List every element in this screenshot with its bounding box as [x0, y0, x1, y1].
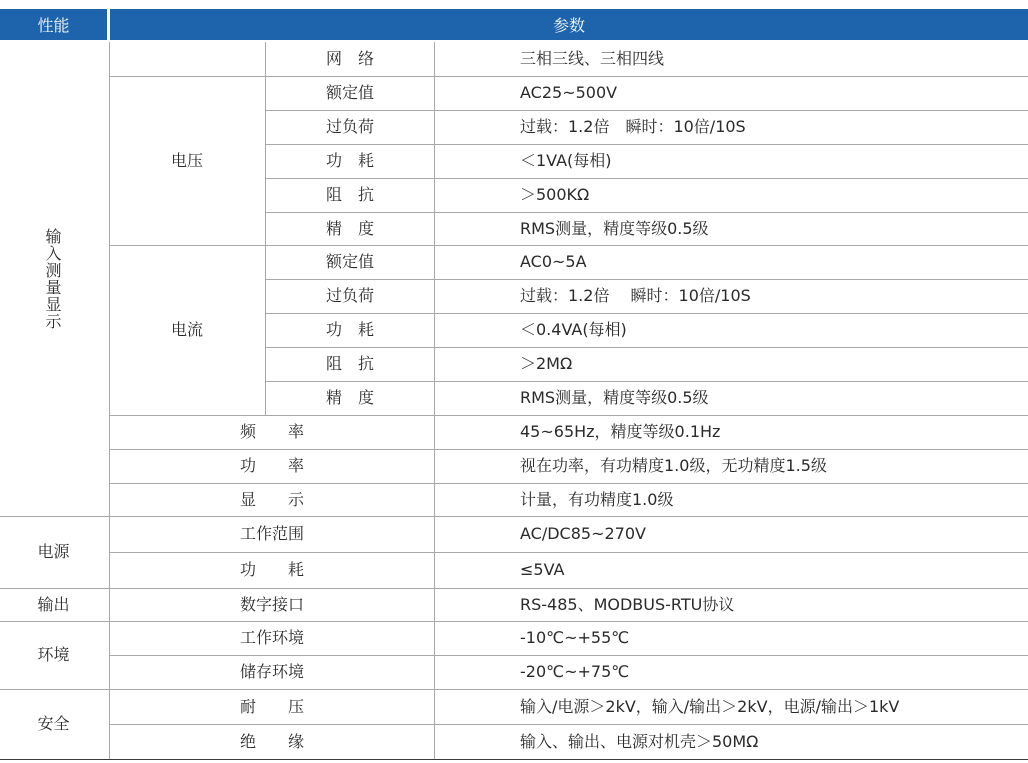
divider	[110, 245, 1028, 246]
value-current-rated: AC0~5A	[520, 252, 587, 271]
item-digital-interface: 数字接口	[239, 594, 304, 614]
divider	[110, 76, 1028, 77]
value-voltage-rated: AC25~500V	[520, 83, 618, 102]
value-network: 三相三线、三相四线	[520, 49, 665, 68]
item-working-range: 工作范围	[239, 524, 304, 543]
value-withstand-voltage: 输入/电源＞2kV，输入/输出＞2kV，电源/输出＞1kV	[520, 696, 900, 716]
vertical-label-char: 测	[45, 261, 62, 280]
item-voltage-consumption: 功 耗	[325, 151, 374, 170]
item-working-environment: 工作环境	[239, 628, 304, 647]
group-power-supply: 电源	[37, 542, 70, 561]
item-storage-environment: 储存环境	[239, 662, 304, 681]
header-parameters: 参数	[110, 9, 1028, 40]
vertical-label-char: 量	[45, 278, 62, 297]
value-storage-environment: -20℃~+75℃	[520, 662, 630, 681]
divider	[266, 313, 1028, 314]
item-voltage-rated: 额定值	[325, 83, 374, 102]
divider	[110, 483, 1028, 484]
header-performance: 性能	[0, 9, 107, 40]
divider	[266, 212, 1028, 213]
value-working-range: AC/DC85~270V	[520, 524, 646, 543]
divider	[265, 42, 266, 415]
item-current-overload: 过负荷	[325, 286, 374, 305]
divider	[266, 110, 1028, 111]
vertical-label-char: 入	[45, 244, 62, 263]
value-voltage-consumption: ＜1VA(每相)	[520, 151, 612, 170]
item-current-impedance: 阻 抗	[325, 354, 374, 373]
value-supply-consumption: ≤5VA	[520, 560, 565, 579]
item-power: 功 率	[239, 456, 304, 475]
value-current-impedance: ＞2MΩ	[520, 354, 573, 373]
value-current-accuracy: RMS测量，精度等级0.5级	[520, 388, 709, 407]
group-input-measure-display	[0, 42, 107, 516]
value-voltage-overload: 过载：1.2倍 瞬时：10倍/10S	[520, 117, 746, 136]
value-power: 视在功率，有功精度1.0级，无功精度1.5级	[520, 456, 827, 475]
divider	[266, 279, 1028, 280]
divider	[266, 144, 1028, 145]
divider	[266, 381, 1028, 382]
item-current-accuracy: 精 度	[325, 388, 374, 407]
value-display: 计量，有功精度1.0级	[520, 489, 674, 509]
item-withstand-voltage: 耐 压	[239, 696, 304, 716]
divider	[266, 178, 1028, 179]
item-current-rated: 额定值	[325, 252, 374, 271]
group-output: 输出	[37, 594, 70, 614]
table-bottom-border	[0, 759, 1028, 760]
divider	[0, 621, 1028, 622]
item-supply-consumption: 功 耗	[239, 560, 304, 579]
divider	[110, 724, 1028, 725]
vertical-label-char: 示	[45, 312, 62, 331]
divider	[110, 552, 1028, 553]
divider	[110, 655, 1028, 656]
group-current: 电流	[170, 320, 203, 339]
group-voltage: 电压	[170, 150, 203, 170]
item-voltage-overload: 过负荷	[325, 117, 374, 136]
divider	[266, 347, 1028, 348]
divider	[110, 415, 1028, 416]
value-voltage-impedance: ＞500KΩ	[520, 185, 590, 204]
item-voltage-accuracy: 精 度	[325, 218, 374, 238]
value-current-consumption: ＜0.4VA(每相)	[520, 320, 627, 339]
item-frequency: 频 率	[239, 422, 304, 441]
divider	[0, 588, 1028, 589]
vertical-label-char: 输	[45, 227, 62, 246]
value-voltage-accuracy: RMS测量，精度等级0.5级	[520, 218, 709, 238]
item-current-consumption: 功 耗	[325, 320, 374, 339]
group-safety: 安全	[37, 714, 70, 733]
item-voltage-impedance: 阻 抗	[325, 185, 374, 204]
vertical-label-char: 显	[45, 295, 62, 314]
item-network: 网 络	[325, 49, 374, 68]
value-working-environment: -10℃~+55℃	[520, 628, 630, 647]
value-current-overload: 过载：1.2倍 瞬时：10倍/10S	[520, 286, 751, 305]
divider	[0, 516, 1028, 517]
divider	[0, 689, 1028, 690]
divider	[434, 42, 435, 759]
item-insulation: 绝 缘	[239, 731, 304, 751]
value-frequency: 45~65Hz，精度等级0.1Hz	[520, 422, 721, 441]
group-environment: 环境	[37, 645, 70, 664]
value-insulation: 输入、输出、电源对机壳＞50MΩ	[520, 731, 759, 751]
divider	[109, 42, 110, 759]
divider	[110, 449, 1028, 450]
value-digital-interface: RS-485、MODBUS-RTU协议	[520, 594, 735, 614]
item-display: 显 示	[239, 489, 304, 509]
